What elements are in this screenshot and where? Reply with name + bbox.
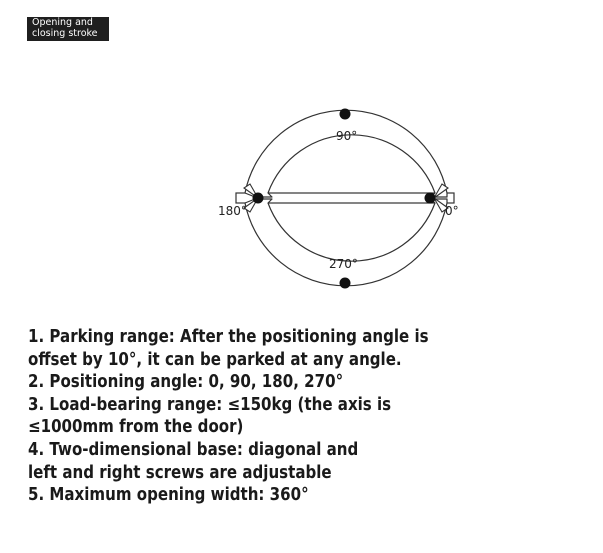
note-line: offset by 10°, it can be parked at any angle. xyxy=(28,349,402,370)
position-dot-90 xyxy=(340,109,351,120)
spec-notes xyxy=(28,326,429,507)
badge-line-2: closing stroke xyxy=(32,27,98,39)
position-dot-270 xyxy=(340,278,351,289)
badge-line-1: Opening and xyxy=(32,17,93,28)
position-dot-0 xyxy=(425,193,436,204)
upper-rotation-arrow xyxy=(245,110,447,197)
angle-label-180: 180° xyxy=(218,204,247,218)
angle-label-0: 0° xyxy=(445,204,459,218)
angle-label-90: 90° xyxy=(336,129,358,143)
note-line: 3. Load-bearing range: ≤150kg (the axis is xyxy=(28,394,392,415)
note-line: 1. Parking range: After the positioning angle is xyxy=(28,327,429,347)
lower-rotation-arrow xyxy=(245,199,447,286)
position-dot-180 xyxy=(253,193,264,204)
angle-label-270: 270° xyxy=(329,257,358,271)
note-line: ≤1000mm from the door) xyxy=(28,417,244,438)
note-line: 5. Maximum opening width: 360° xyxy=(28,485,309,506)
note-line: 4. Two-dimensional base: diagonal and xyxy=(28,439,359,460)
note-line: left and right screws are adjustable xyxy=(28,462,332,483)
note-line: 2. Positioning angle: 0, 90, 180, 270° xyxy=(28,372,344,393)
